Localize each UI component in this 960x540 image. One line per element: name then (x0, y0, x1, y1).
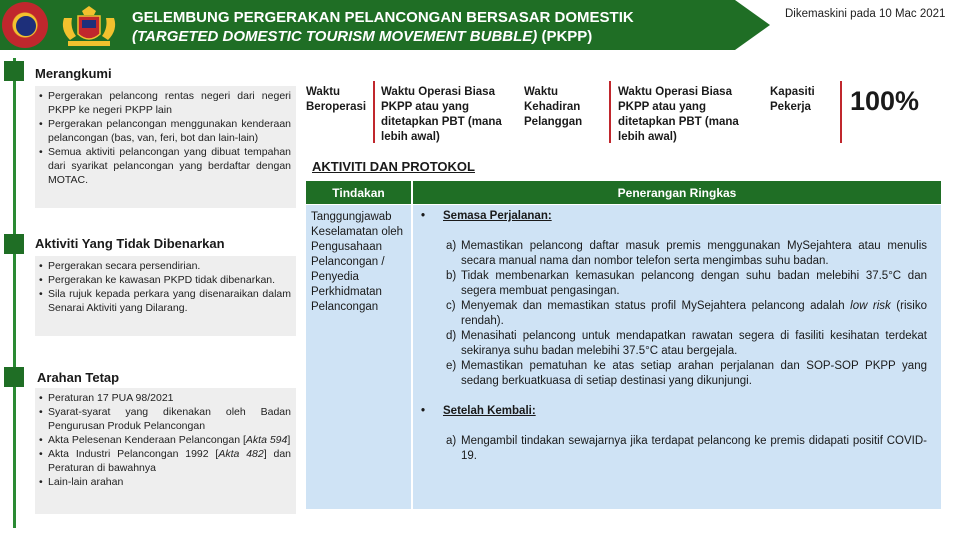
summary-item: • Pergerakan pelancongan menggunakan kenderaan pelancongan (bas, van, feri, bot dan lain-lain) (39, 117, 291, 145)
timeline-line (13, 58, 16, 528)
customer-hours-label: Waktu Kehadiran Pelanggan (524, 86, 583, 128)
not-allowed-item: • Sila rujuk kepada perkara yang disenaraikan dalam Senarai Aktiviti yang Dilarang. (39, 287, 291, 315)
divider (840, 81, 842, 143)
subtitle-suffix: (PKPP) (537, 28, 593, 45)
section-title-standing-orders: Arahan Tetap (37, 370, 120, 385)
operating-hours-label: Waktu Beroperasi (306, 86, 367, 113)
summary-item: • Semua aktiviti pelancongan yang dibuat tempahan dari syarikat pelancongan yang berdaftar dengan MOTAC. (39, 145, 291, 187)
table-header-action: Tindakan (306, 181, 411, 204)
subtitle-english: (TARGETED DOMESTIC TOURISM MOVEMENT BUBBLE) (132, 28, 538, 45)
standing-order-item: • Akta Pelesenan Kenderaan Pelancongan [Akta 594] (39, 433, 291, 447)
list-item: a) Mengambil tindakan sewajarnya jika terdapat pelancong ke premis didapati positif COVID-19. (446, 435, 927, 462)
table-cell-description (413, 205, 941, 509)
police-seal-icon (2, 2, 48, 48)
operating-hours-value: Waktu Operasi Biasa PKPP atau yang ditetapkan PBT (mana lebih awal) (381, 86, 502, 143)
after-list (419, 434, 931, 464)
after-heading: • Setelah Kembali: (419, 404, 931, 419)
summary-item: • Pergerakan pelancong rentas negeri dari negeri PKPP ke negeri PKPP lain (39, 89, 291, 117)
not-allowed-item: • Pergerakan secara persendirian. (39, 259, 291, 273)
standing-order-item: • Peraturan 17 PUA 98/2021 (39, 391, 291, 405)
standing-order-item: • Syarat-syarat yang dikenakan oleh Badan Pengurusan Produk Pelancongan (39, 405, 291, 433)
divider (609, 81, 611, 143)
standing-order-item: • Akta Industri Pelancongan 1992 [Akta 482] dan Peraturan di bawahnya (39, 447, 291, 475)
table-cell-responsibility: Tanggungjawab Keselamatan oleh Pengusahaan Pelancongan / Penyedia Perkhidmatan Pelancongan (306, 205, 411, 509)
list-item: e) Memastikan pematuhan ke atas setiap arahan perjalanan dan SOP-SOP PKPP yang sedang berkuatkuasa di setiap destinasi yang dikunjungi. (446, 360, 927, 387)
section-marker (4, 61, 24, 81)
during-heading: • Semasa Perjalanan: (419, 209, 931, 224)
list-item: a) Memastikan pelancong daftar masuk premis menggunakan MySejahtera atau menulis secara manual nama dan nombor telefon serta mengimbas suhu badan. (446, 240, 927, 267)
customer-hours-value: Waktu Operasi Biasa PKPP atau yang ditetapkan PBT (mana lebih awal) (618, 86, 739, 143)
not-allowed-box (35, 256, 296, 336)
standing-orders-box (35, 388, 296, 514)
coat-of-arms-icon (54, 2, 124, 48)
section-marker (4, 367, 24, 387)
activities-title: AKTIVITI DAN PROTOKOL (312, 159, 475, 174)
section-marker (4, 234, 24, 254)
capacity-label: Kapasiti Pekerja (770, 86, 815, 113)
list-item: c) Menyemak dan memastikan status profil MySejahtera pelancong adalah low risk (risiko rendah). (446, 300, 927, 327)
updated-date: Dikemaskini pada 10 Mac 2021 (785, 8, 946, 20)
standing-order-item: • Lain-lain arahan (39, 475, 291, 489)
section-title-summary: Merangkumi (35, 66, 112, 81)
list-item: b) Tidak membenarkan kemasukan pelancong dengan suhu badan melebihi 37.5°C dan segera membuat pengasingan. (446, 270, 927, 297)
divider (373, 81, 375, 143)
page-subtitle (132, 28, 592, 45)
section-title-not-allowed: Aktiviti Yang Tidak Dibenarkan (35, 236, 225, 251)
page-title: GELEMBUNG PERGERAKAN PELANCONGAN BERSASAR DOMESTIK (132, 9, 634, 26)
capacity-value: 100% (850, 86, 920, 116)
not-allowed-item: • Pergerakan ke kawasan PKPD tidak dibenarkan. (39, 273, 291, 287)
during-list (419, 239, 931, 389)
summary-box (35, 86, 296, 208)
list-item: d) Menasihati pelancong untuk mendapatkan rawatan segera di fasiliti kesihatan terdekat sekiranya suhu badan melebihi 37.5°C atau bergejala. (446, 330, 927, 357)
table-header-description: Penerangan Ringkas (413, 181, 941, 204)
